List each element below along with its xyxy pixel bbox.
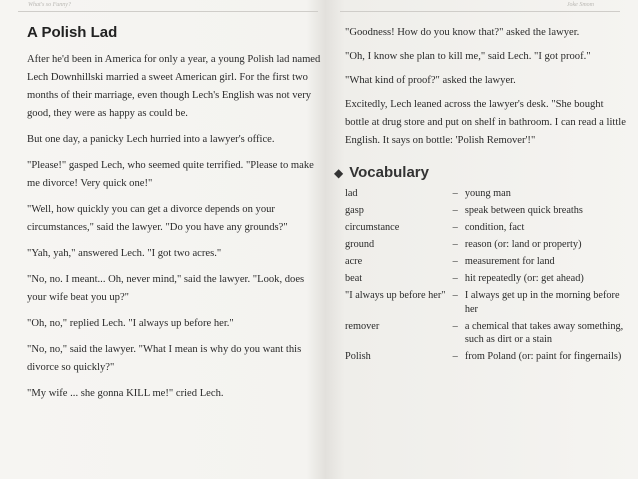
vocab-dash: – bbox=[452, 290, 458, 301]
vocab-entry bbox=[345, 350, 630, 367]
story-paragraph: "No, no. I meant... Oh, never mind," said the lawyer. "Look, does your wife beat you up?" bbox=[27, 274, 305, 303]
vocab-entry bbox=[345, 238, 630, 255]
vocab-definition: reason (or: land or property) bbox=[464, 239, 582, 250]
vocab-dash: – bbox=[452, 351, 458, 362]
running-head-right: Joke Smom bbox=[566, 2, 594, 8]
diamond-bullet-icon: ◆ bbox=[334, 166, 344, 180]
vocab-entry bbox=[345, 204, 630, 221]
vocab-term: lad bbox=[345, 188, 358, 199]
vocab-definition: hit repeatedly (or: get ahead) bbox=[464, 273, 584, 284]
vocab-definition: measurement for land bbox=[464, 256, 555, 267]
story-paragraph: Excitedly, Lech leaned across the lawyer's desk. "She bought bottle at drug store and put on shelf in bathroom. I can read a little English. It says on bottle: 'Polish Remover'!" bbox=[345, 99, 626, 146]
story-paragraph: "Yah, yah," answered Lech. "I got two acres." bbox=[27, 248, 222, 259]
vocab-dash: – bbox=[452, 320, 458, 332]
vocab-definition: I always get up in the morning before her bbox=[464, 290, 620, 315]
story-paragraph: "Goodness! How do you know that?" asked the lawyer. bbox=[345, 27, 580, 38]
vocab-term: Polish bbox=[345, 351, 371, 362]
running-head-left: What's so Funny? bbox=[28, 2, 71, 8]
vocab-term: "I always up before her" bbox=[345, 290, 446, 301]
vocabulary-heading-text: Vocabulary bbox=[349, 164, 429, 181]
vocab-dash: – bbox=[452, 222, 458, 233]
story-paragraph: "My wife ... she gonna KILL me!" cried Lech. bbox=[27, 388, 224, 399]
story-paragraph: "Please!" gasped Lech, who seemed quite terrified. "Please to make me divorce! Very quick one!" bbox=[27, 160, 314, 189]
story-title: A Polish Lad bbox=[27, 24, 118, 41]
header-rule-right bbox=[340, 11, 620, 12]
story-paragraph: "Oh, no," replied Lech. "I always up before her." bbox=[27, 318, 234, 329]
vocab-entry bbox=[345, 187, 630, 204]
right-page bbox=[334, 24, 630, 367]
story-paragraph: "Oh, I know she plan to kill me," said Lech. "I got proof." bbox=[345, 51, 591, 62]
vocab-entry bbox=[345, 255, 630, 272]
vocabulary-list bbox=[345, 187, 630, 367]
header-rule-left bbox=[18, 11, 318, 12]
vocab-term: remover bbox=[345, 320, 380, 332]
vocab-dash: – bbox=[452, 239, 458, 250]
vocab-term: gasp bbox=[345, 205, 364, 216]
story-paragraph: "What kind of proof?" asked the lawyer. bbox=[345, 75, 516, 86]
vocab-entry bbox=[345, 320, 630, 351]
story-paragraph: "Well, how quickly you can get a divorce depends on your circumstances," said the lawyer. "Do you have any grounds?" bbox=[27, 204, 288, 233]
vocab-dash: – bbox=[452, 256, 458, 267]
vocab-dash: – bbox=[452, 205, 458, 216]
vocab-entry bbox=[345, 221, 630, 238]
vocab-definition: young man bbox=[464, 188, 511, 199]
vocab-term: circumstance bbox=[345, 222, 400, 233]
vocab-definition: a chemical that takes away something, such as dirt or a stain bbox=[464, 320, 624, 345]
vocab-term: acre bbox=[345, 256, 363, 267]
vocab-term: ground bbox=[345, 239, 375, 250]
vocab-entry bbox=[345, 272, 630, 289]
vocab-term: beat bbox=[345, 273, 363, 284]
vocab-entry bbox=[345, 289, 630, 320]
story-paragraph: "No, no," said the lawyer. "What I mean is why do you want this divorce so quickly?" bbox=[27, 344, 302, 373]
vocab-definition: condition, fact bbox=[464, 222, 525, 233]
vocabulary-heading bbox=[334, 164, 630, 181]
vocab-definition: from Poland (or: paint for fingernails) bbox=[464, 351, 622, 362]
story-paragraph: After he'd been in America for only a year, a young Polish lad named Lech Downhillski married a sweet American girl. For the first two months of their marriage, even though Lech's English was not very good, they were as happy as could be. bbox=[27, 54, 321, 119]
vocab-definition: speak between quick breaths bbox=[464, 205, 583, 216]
vocab-dash: – bbox=[452, 273, 458, 284]
left-page bbox=[27, 24, 323, 411]
story-paragraph: But one day, a panicky Lech hurried into a lawyer's office. bbox=[27, 134, 275, 145]
vocab-dash: – bbox=[452, 188, 458, 199]
